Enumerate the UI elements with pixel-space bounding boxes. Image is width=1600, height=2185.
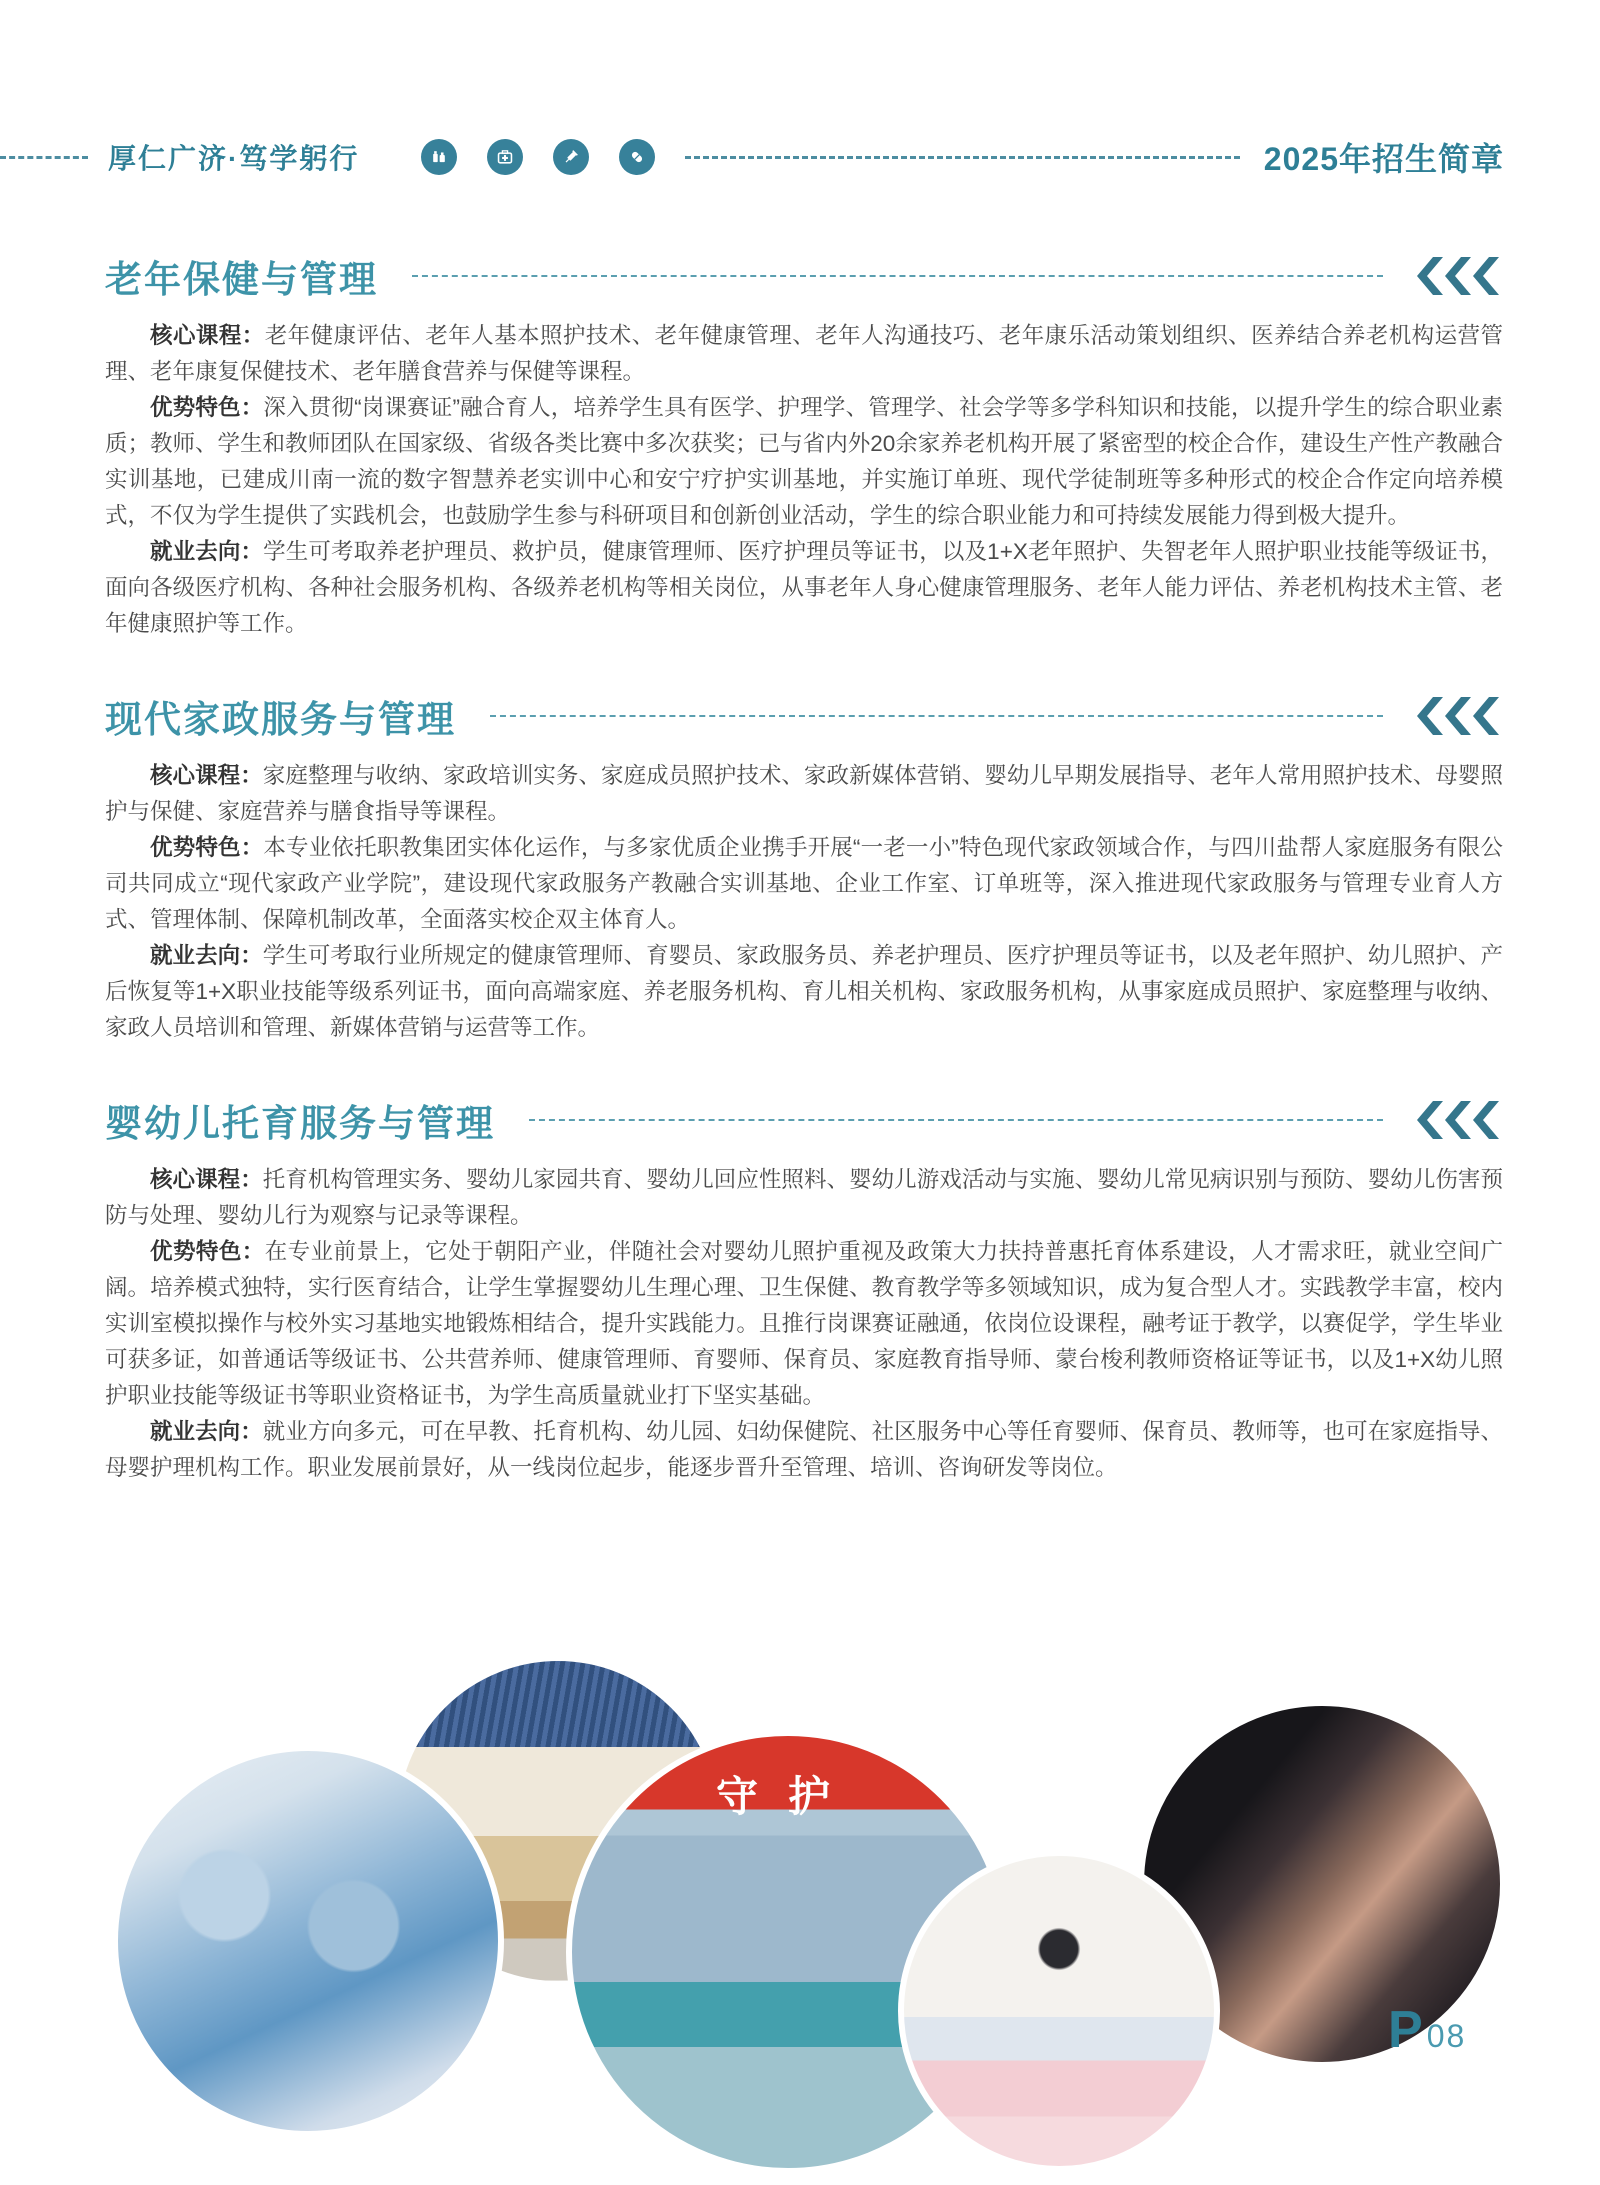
paragraph-label: 就业去向： <box>150 943 263 968</box>
paragraph-label: 优势特色： <box>150 395 264 420</box>
section-body <box>105 318 1503 642</box>
features-paragraph <box>105 830 1503 938</box>
section-heading-row <box>105 250 1503 302</box>
section-heading-row <box>105 1094 1503 1146</box>
paragraph-label: 核心课程： <box>150 763 263 788</box>
section-body <box>105 758 1503 1046</box>
features-paragraph <box>105 1234 1503 1414</box>
core-courses-paragraph <box>105 758 1503 830</box>
paragraph-label: 优势特色： <box>150 835 264 860</box>
page-content <box>105 250 1503 1486</box>
photo-banner-text: 守护 <box>715 1773 860 1820</box>
paragraph-label: 就业去向： <box>150 1419 263 1444</box>
paragraph-text: 在专业前景上，它处于朝阳产业，伴随社会对婴幼儿照护重视及政策大力扶持普惠托育体系建设，人才需求旺，就业空间广阔。培养模式独特，实行医育结合，让学生掌握婴幼儿生理心理、卫生保健、教育教学等多领域知识，成为复合型人才。实践教学丰富，校内实训室模拟操作与校外实习基地实地锻炼相结合，提升实践能力。且推行岗课赛证融通，依岗位设课程，融考证于教学，以赛促学，学生毕业可获多证，如普通话等级证书、公共营养师、健康管理师、育婴师、保育员、家庭教育指导师、蒙台梭利教师资格证等证书，以及1+X幼儿照护职业技能等级证书等职业资格证书，为学生高质量就业打下坚实基础。 <box>105 1239 1503 1408</box>
school-motto: 厚仁广济·笃学躬行 <box>108 143 360 174</box>
paragraph-text: 家庭整理与收纳、家政培训实务、家庭成员照护技术、家政新媒体营销、婴幼儿早期发展指导、老年人常用照护技术、母婴照护与保健、家庭营养与膳食指导等课程。 <box>105 763 1503 824</box>
section-heading-row <box>105 690 1503 742</box>
page-number-value: 08 <box>1426 2018 1467 2054</box>
photo-infant-care-practice <box>898 1850 1220 2172</box>
employment-paragraph <box>105 1414 1503 1486</box>
paragraph-text: 学生可考取养老护理员、救护员，健康管理师、医疗护理员等证书，以及1+X老年照护、失智老年人照护职业技能等级证书，面向各级医疗机构、各种社会服务机构、各级养老机构等相关岗位，从事老年人身心健康管理服务、老年人能力评估、养老机构技术主管、老年健康照护等工作。 <box>105 539 1503 636</box>
page-title: 2025年招生简章 <box>1263 141 1504 177</box>
employment-paragraph <box>105 534 1503 642</box>
paragraph-text: 本专业依托职教集团实体化运作，与多家优质企业携手开展“一老一小”特色现代家政领域合作，与四川盐帮人家庭服务有限公司共同成立“现代家政产业学院”，建设现代家政服务产教融合实训基地、企业工作室、订单班等，深入推进现代家政服务与管理专业育人方式、管理体制、保障机制改革，全面落实校企双主体育人。 <box>105 835 1503 932</box>
paragraph-label: 就业去向： <box>150 539 264 564</box>
section-elderly-care <box>105 250 1503 642</box>
page-number <box>1388 2000 1466 2060</box>
heading-dash <box>529 1119 1383 1121</box>
triple-chevron-left-icon <box>1417 697 1503 735</box>
page-number-prefix: P <box>1388 2001 1423 2059</box>
paragraph-text: 深入贯彻“岗课赛证”融合育人，培养学生具有医学、护理学、管理学、社会学等多学科知识和技能，以提升学生的综合职业素质；教师、学生和教师团队在国家级、省级各类比赛中多次获奖；已与省内外20余家养老机构开展了紧密型的校企合作，建设生产性产教融合实训基地，已建成川南一流的数字智慧养老实训中心和安宁疗护实训基地，并实施订单班、现代学徒制班等多种形式的校企合作定向培养模式，不仅为学生提供了实践机会，也鼓励学生参与科研项目和创新创业活动，学生的综合职业能力和可持续发展能力得到极大提升。 <box>105 395 1503 528</box>
core-courses-paragraph <box>105 1162 1503 1234</box>
paragraph-text: 学生可考取行业所规定的健康管理师、育婴员、家政服务员、养老护理员、医疗护理员等证书，以及老年照护、幼儿照护、产后恢复等1+X职业技能等级系列证书，面向高端家庭、养老服务机构、育儿相关机构、家政服务机构，从事家庭成员照护、家庭整理与收纳、家政人员培训和管理、新媒体营销与运营等工作。 <box>105 943 1503 1040</box>
section-infant-care <box>105 1094 1503 1486</box>
core-courses-paragraph <box>105 318 1503 390</box>
paragraph-label: 优势特色： <box>150 1239 265 1264</box>
triple-chevron-left-icon <box>1417 1101 1503 1139</box>
section-body <box>105 1162 1503 1486</box>
section-title: 婴幼儿托育服务与管理 <box>105 1103 495 1144</box>
section-title: 老年保健与管理 <box>105 259 378 300</box>
paragraph-text: 就业方向多元，可在早教、托育机构、幼儿园、妇幼保健院、社区服务中心等任育婴师、保育员、教师等，也可在家庭指导、母婴护理机构工作。职业发展前景好，从一线岗位起步，能逐步晋升至管理、培训、咨询研发等岗位。 <box>105 1419 1503 1480</box>
paragraph-text: 老年健康评估、老年人基本照护技术、老年健康管理、老年人沟通技巧、老年康乐活动策划组织、医养结合养老机构运营管理、老年康复保健技术、老年膳食营养与保健等课程。 <box>105 323 1503 384</box>
employment-paragraph <box>105 938 1503 1046</box>
paragraph-text: 托育机构管理实务、婴幼儿家园共育、婴幼儿回应性照料、婴幼儿游戏活动与实施、婴幼儿常见病识别与预防、婴幼儿伤害预防与处理、婴幼儿行为观察与记录等课程。 <box>105 1167 1503 1228</box>
features-paragraph <box>105 390 1503 534</box>
photo-nursing-training-lab <box>112 1745 504 2137</box>
paragraph-label: 核心课程： <box>150 323 265 348</box>
triple-chevron-left-icon <box>1417 257 1503 295</box>
paragraph-label: 核心课程： <box>150 1167 263 1192</box>
section-title: 现代家政服务与管理 <box>105 699 456 740</box>
heading-dash <box>490 715 1383 717</box>
section-domestic-service <box>105 690 1503 1046</box>
heading-dash <box>412 275 1383 277</box>
